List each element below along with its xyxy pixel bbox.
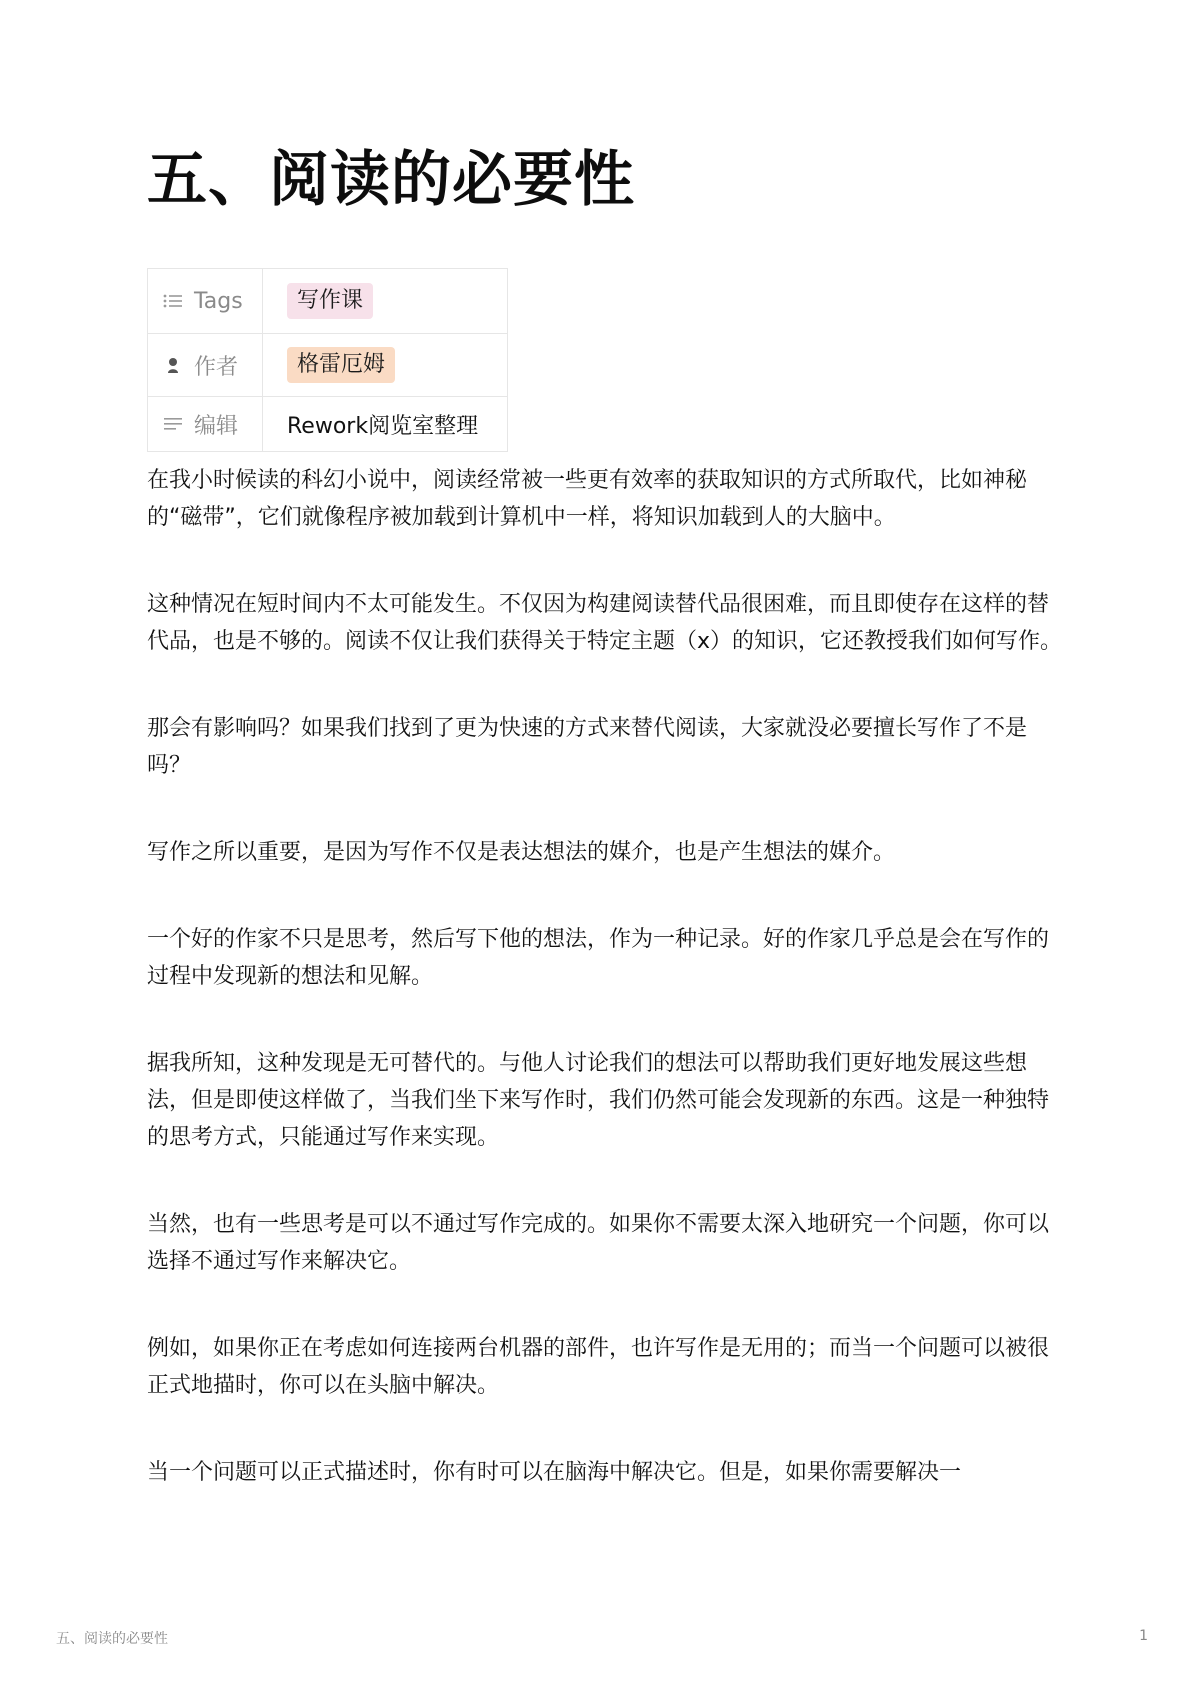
- property-key-editor: [148, 397, 263, 452]
- footer-title: 五、阅读的必要性: [56, 1631, 168, 1647]
- page-number: 1: [1139, 1628, 1148, 1644]
- paragraph: 当然，也有一些思考是可以不通过写作完成的。如果你不需要太深入地研究一个问题，你可以选择不通过写作来解决它。: [147, 1212, 1050, 1274]
- author-chip[interactable]: 格雷厄姆: [287, 347, 395, 383]
- paragraph: 当一个问题可以正式描述时，你有时可以在脑海中解决它。但是，如果你需要解决一: [147, 1460, 962, 1485]
- property-key-author: [148, 334, 263, 397]
- property-value-editor[interactable]: [263, 397, 508, 452]
- paragraph: 那会有影响吗？如果我们找到了更为快速的方式来替代阅读，大家就没必要擅长写作了不是吗？: [147, 716, 1028, 778]
- paragraph: 据我所知，这种发现是无可替代的。与他人讨论我们的想法可以帮助我们更好地发展这些想法，但是即使这样做了，当我们坐下来写作时，我们仍然可能会发现新的东西。这是一种独特的思考方式，只能通过写作来实现。: [147, 1051, 1050, 1150]
- editor-value: Rework阅览室整理: [287, 413, 479, 439]
- property-key-tags: [148, 269, 263, 334]
- property-key-label: 作者: [194, 354, 239, 380]
- tag-chip[interactable]: 写作课: [287, 283, 373, 319]
- article-body: [147, 462, 1067, 1541]
- paragraph: 在我小时候读的科幻小说中，阅读经常被一些更有效率的获取知识的方式所取代，比如神秘的“磁带”，它们就像程序被加载到计算机中一样，将知识加载到人的大脑中。: [147, 468, 1028, 530]
- paragraph: 例如，如果你正在考虑如何连接两台机器的部件，也许写作是无用的；而当一个问题可以被很正式地描时，你可以在头脑中解决。: [147, 1336, 1050, 1398]
- property-value-tags[interactable]: [263, 269, 508, 334]
- paragraph: 这种情况在短时间内不太可能发生。不仅因为构建阅读替代品很困难，而且即使存在这样的替代品，也是不够的。阅读不仅让我们获得关于特定主题（x）的知识，它还教授我们如何写作。: [147, 592, 1063, 654]
- paragraph: 一个好的作家不只是思考，然后写下他的想法，作为一种记录。好的作家几乎总是会在写作的过程中发现新的想法和见解。: [147, 927, 1050, 989]
- property-row-tags: [148, 269, 508, 334]
- list-icon: [162, 293, 184, 309]
- property-row-editor: [148, 397, 508, 452]
- properties-table: [147, 268, 508, 452]
- text-lines-icon: [162, 416, 184, 432]
- property-row-author: [148, 334, 508, 397]
- person-icon: [162, 356, 184, 374]
- property-value-author[interactable]: [263, 334, 508, 397]
- property-key-label: 编辑: [194, 413, 239, 439]
- property-key-label: Tags: [194, 288, 243, 314]
- paragraph: 写作之所以重要，是因为写作不仅是表达想法的媒介，也是产生想法的媒介。: [147, 840, 896, 865]
- page-title: 五、阅读的必要性: [147, 145, 635, 215]
